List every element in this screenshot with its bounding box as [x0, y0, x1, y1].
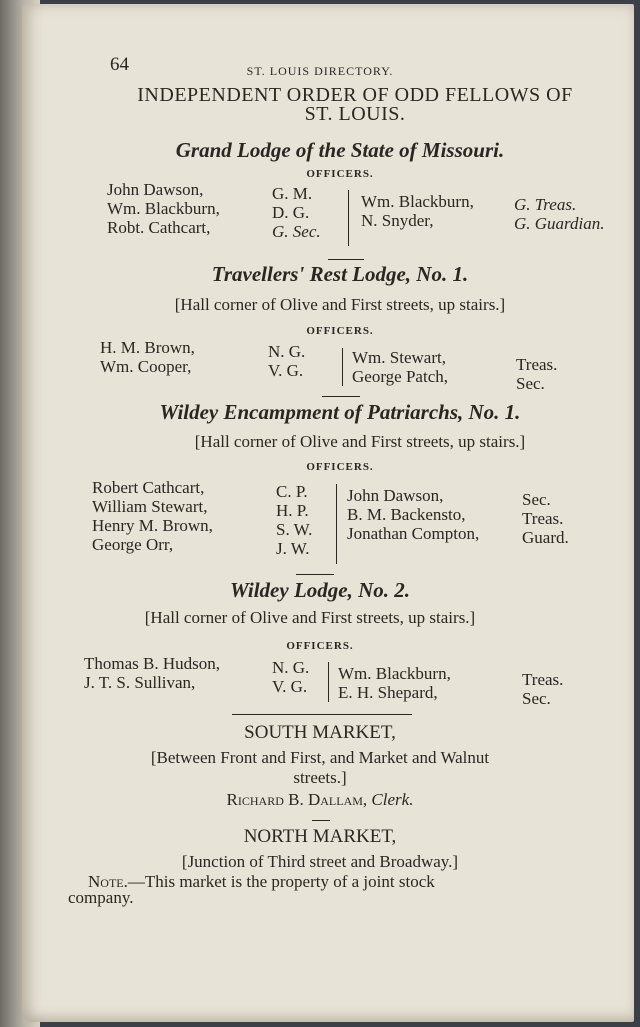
north-market-note-cont: company.: [68, 888, 134, 907]
officer-title: N. G.: [268, 342, 306, 361]
page-number: 64: [110, 54, 129, 75]
note-label: Note.: [88, 872, 128, 891]
officer-title: Treas.: [522, 509, 564, 528]
officer-title: Sec.: [522, 689, 551, 708]
officers-right-titles: [516, 355, 557, 393]
officer-name: George Orr,: [92, 535, 174, 554]
hall-location: [Hall corner of Olive and First streets, up stairs.]: [144, 608, 476, 627]
note-text: —This market is the property of a joint stock: [127, 872, 435, 891]
officer-title: G. Guardian.: [514, 214, 605, 233]
divider-rule: [328, 259, 364, 260]
officer-name: Robt. Cathcart,: [107, 218, 211, 237]
page-title: [110, 86, 600, 124]
south-market-clerk: [40, 790, 600, 810]
officer-title: G. Sec.: [272, 222, 321, 241]
officer-name: Jonathan Compton,: [347, 524, 480, 543]
officer-name: Robert Cathcart,: [92, 478, 205, 497]
location-line: streets.]: [293, 768, 347, 787]
north-market-heading: NORTH MARKET,: [243, 826, 397, 847]
officer-name: Wm. Stewart,: [352, 348, 446, 367]
officers-right-titles: [522, 490, 569, 547]
officer-title: S. W.: [276, 520, 313, 539]
column-divider: [348, 190, 349, 246]
officer-name: Wm. Blackburn,: [107, 199, 220, 218]
officer-title: Sec.: [516, 374, 545, 393]
clerk-title: Clerk.: [371, 790, 414, 809]
officer-name: B. M. Backensto,: [347, 505, 466, 524]
officer-name: Henry M. Brown,: [92, 516, 213, 535]
south-market-location: [40, 748, 600, 788]
south-market-heading: SOUTH MARKET,: [244, 722, 396, 743]
officer-title: G. M.: [272, 184, 313, 203]
location-line: [Between Front and First, and Market and Walnut: [150, 748, 490, 767]
officer-name: John Dawson,: [107, 180, 204, 199]
officer-name: Wm. Blackburn,: [338, 664, 451, 683]
officer-name: George Patch,: [352, 367, 448, 386]
column-divider: [328, 662, 329, 702]
officer-name: Wm. Cooper,: [100, 357, 192, 376]
officer-title: V. G.: [272, 677, 308, 696]
officers-left: [84, 654, 220, 692]
officer-name: John Dawson,: [347, 486, 444, 505]
north-market-note: [88, 872, 435, 892]
officer-title: C. P.: [276, 482, 308, 501]
officer-title: Sec.: [522, 490, 551, 509]
section-heading: Wildey Lodge, No. 2.: [229, 578, 411, 602]
section-heading: Grand Lodge of the State of Missouri.: [175, 138, 505, 162]
section-heading: Travellers' Rest Lodge, No. 1.: [211, 262, 469, 286]
title-line: INDEPENDENT ORDER OF ODD FELLOWS OF: [137, 84, 573, 106]
column-divider: [342, 348, 343, 386]
title-line: ST. LOUIS.: [304, 103, 406, 125]
officer-name: N. Snyder,: [361, 211, 434, 230]
officer-name: E. H. Shepard,: [338, 683, 438, 702]
officers-right-titles: [522, 670, 563, 708]
officers-right: [361, 192, 474, 230]
officer-title: Guard.: [522, 528, 569, 547]
officers-right: [347, 486, 479, 543]
officers-right-titles: [514, 195, 605, 233]
officer-title: V. G.: [268, 361, 304, 380]
officers-left-titles: [272, 658, 309, 696]
divider-rule: [322, 396, 360, 397]
officer-title: H. P.: [276, 501, 309, 520]
officer-title: J. W.: [276, 539, 310, 558]
officer-title: G. Treas.: [514, 195, 577, 214]
officer-name: Thomas B. Hudson,: [84, 654, 220, 673]
officer-name: Wm. Blackburn,: [361, 192, 474, 211]
officer-name: J. T. S. Sullivan,: [84, 673, 196, 692]
officers-left: [100, 338, 195, 376]
running-head: ST. LOUIS DIRECTORY.: [246, 64, 394, 78]
column-divider: [336, 484, 337, 564]
officers-left-titles: [272, 184, 321, 241]
clerk-name: Richard B. Dallam,: [226, 790, 368, 809]
officers-left-titles: [268, 342, 305, 380]
officers-label: OFFICERS.: [286, 640, 354, 652]
hall-location: [Hall corner of Olive and First streets, up stairs.]: [174, 295, 506, 314]
divider-rule: [312, 820, 330, 821]
officers-label: OFFICERS.: [306, 325, 374, 337]
officers-left: [107, 180, 220, 237]
officers-label: OFFICERS.: [306, 168, 374, 180]
hall-location: [Hall corner of Olive and First streets, up stairs.]: [194, 432, 526, 451]
officers-right: [338, 664, 451, 702]
officers-left-titles: [276, 482, 312, 558]
officers-label: OFFICERS.: [306, 461, 374, 473]
section-heading: Wildey Encampment of Patriarchs, No. 1.: [159, 400, 521, 424]
north-market-location: [Junction of Third street and Broadway.]: [181, 852, 459, 871]
officer-name: H. M. Brown,: [100, 338, 195, 357]
officer-title: D. G.: [272, 203, 310, 222]
divider-rule: [232, 714, 412, 715]
officer-name: William Stewart,: [92, 497, 208, 516]
officer-title: Treas.: [522, 670, 564, 689]
officer-title: N. G.: [272, 658, 310, 677]
officers-left: [92, 478, 213, 554]
officer-title: Treas.: [516, 355, 558, 374]
officers-right: [352, 348, 448, 386]
divider-rule: [296, 574, 334, 575]
